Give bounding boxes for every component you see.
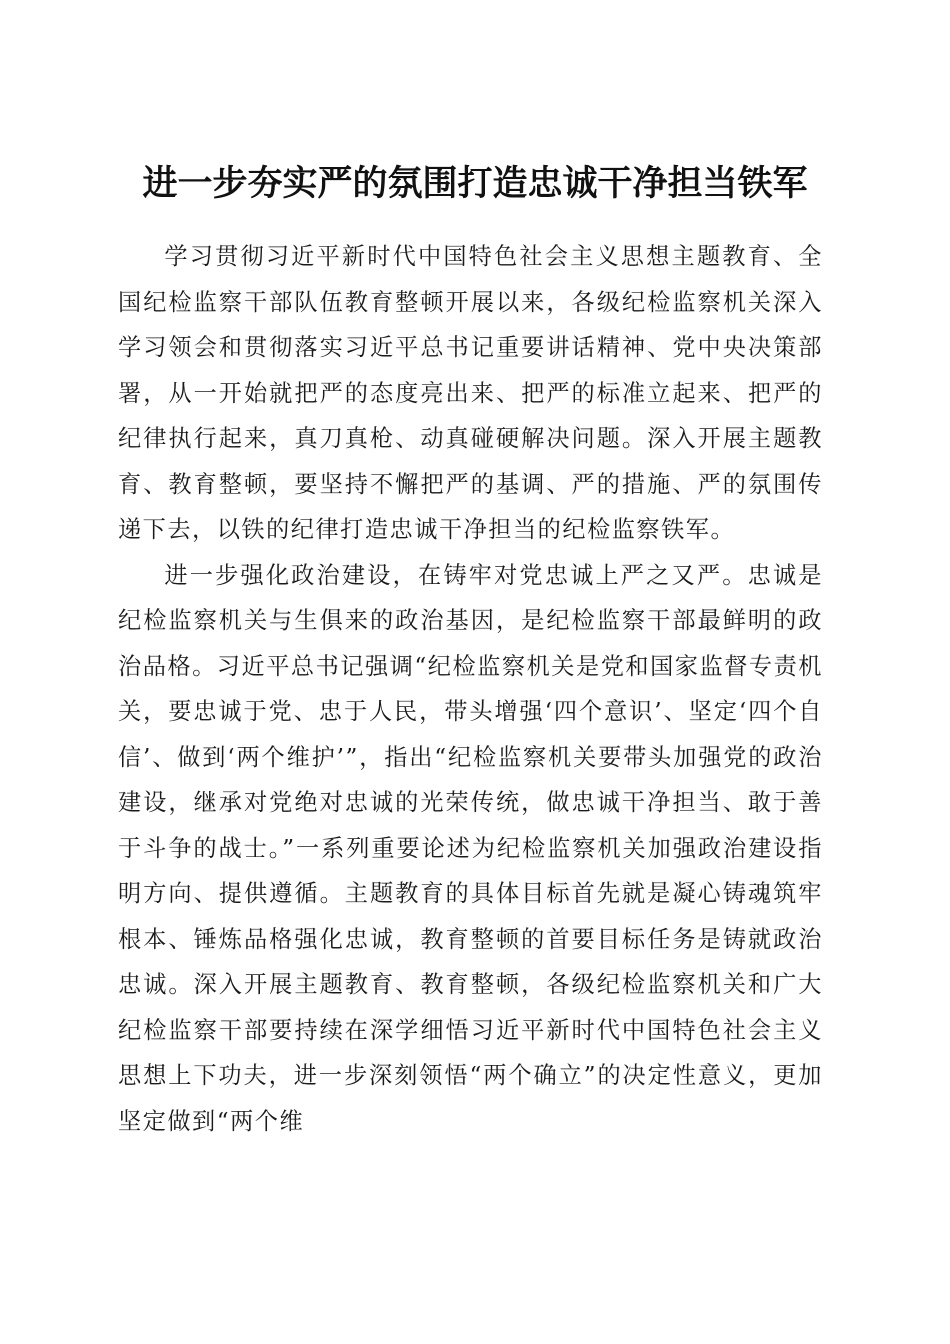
paragraph: 进一步强化政治建设，在铸牢对党忠诚上严之又严。忠诚是纪检监察机关与生俱来的政治基因，是纪检监察干部最鲜明的政治品格。习近平总书记强调“纪检监察机关是党和国家监督专责机关，要忠诚于党、忠于人民，带头增强‘四个意识’、坚定‘四个自信’、做到‘两个维护’”，指出“纪检监察机关要带头加强党的政治建设，继承对党绝对忠诚的光荣传统，做忠诚干净担当、敢于善于斗争的战士。”一系列重要论述为纪检监察机关加强政治建设指明方向、提供遵循。主题教育的具体目标首先就是凝心铸魂筑牢根本、锤炼品格强化忠诚，教育整顿的首要目标任务是铸就政治忠诚。深入开展主题教育、教育整顿，各级纪检监察机关和广大纪检监察干部要持续在深学细悟习近平新时代中国特色社会主义思想上下功夫，进一步深刻领悟“两个确立”的决定性意义，更加坚定做到“两个维 [118,561,823,1135]
document-body [118,234,823,1144]
paragraph: 学习贯彻习近平新时代中国特色社会主义思想主题教育、全国纪检监察干部队伍教育整顿开展以来，各级纪检监察机关深入学习领会和贯彻落实习近平总书记重要讲话精神、党中央决策部署，从一开始就把严的态度亮出来、把严的标准立起来、把严的纪律执行起来，真刀真枪、动真碰硬解决问题。深入开展主题教育、教育整顿，要坚持不懈把严的基调、严的措施、严的氛围传递下去，以铁的纪律打造忠诚干净担当的纪检监察铁军。 [118,243,823,543]
page-title: 进一步夯实严的氛围打造忠诚干净担当铁军 [142,163,808,205]
